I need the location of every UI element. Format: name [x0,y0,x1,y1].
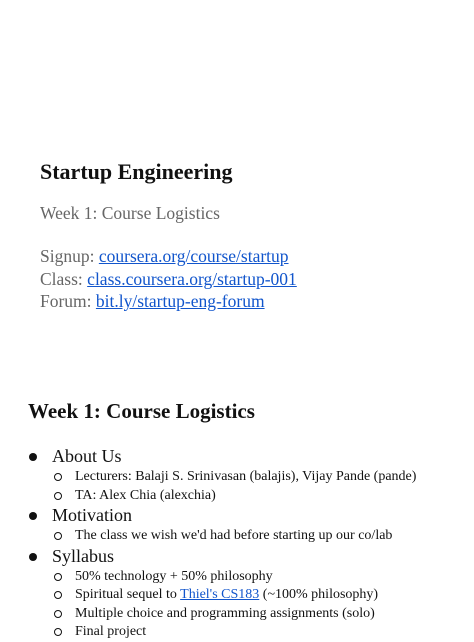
list-item-label: Syllabus [52,545,115,566]
sub-list [52,527,468,546]
class-label: Class: [40,268,83,289]
sub-item [52,568,468,587]
thiel-cs183-link[interactable]: Thiel's CS183 [180,587,260,602]
sub-item [52,527,468,546]
sub-item [52,487,468,506]
sub-item [52,623,468,642]
hollow-bullet-icon [54,628,62,636]
hollow-bullet-icon [54,473,62,481]
forum-label: Forum: [40,291,92,311]
sub-item-text: Final project [75,624,147,639]
forum-link[interactable]: bit.ly/startup-eng-forum [95,291,265,311]
signup-link[interactable]: coursera.org/course/startup [98,246,289,266]
spiritual-suffix: (~100% philosophy) [262,587,379,602]
hollow-bullet-icon [54,532,62,540]
sub-item-spiritual [52,586,468,605]
forum-line [40,290,297,313]
list-item-syllabus [28,545,468,642]
hollow-bullet-icon [54,591,62,599]
sub-item-text: 50% technology + 50% philosophy [75,568,273,584]
links-block [40,245,297,313]
sub-list [52,568,468,642]
sub-item [52,468,468,487]
list-item-label: Motivation [52,505,132,525]
sub-list [52,468,468,505]
hollow-bullet-icon [54,573,62,581]
signup-label: Signup: [40,246,95,266]
list-item-label: About Us [52,446,122,466]
document-title: Startup Engineering [40,159,233,184]
outline-list [28,445,468,641]
sub-item-text: Lecturers: Balaji S. Srinivasan (balajis), Vijay Pande (pande) [75,469,417,484]
class-link[interactable]: class.coursera.org/startup-001 [87,268,297,289]
class-line [40,268,297,291]
bullet-icon [29,553,37,561]
hollow-bullet-icon [54,492,62,500]
sub-item-text: Multiple choice and programming assignments (solo) [75,605,375,621]
spiritual-prefix: Spiritual sequel to [75,587,177,602]
list-item-motivation [28,504,468,546]
sub-item-text: TA: Alex Chia (alexchia) [75,487,216,503]
signup-line [40,245,297,268]
bullet-icon [29,453,37,461]
title-block [40,158,297,313]
sub-item-text: The class we wish we'd had before starting up our co/lab [75,528,393,543]
bullet-icon [29,512,37,520]
section-heading: Week 1: Course Logistics [28,399,255,423]
hollow-bullet-icon [54,610,62,618]
document-subtitle: Week 1: Course Logistics [40,203,220,223]
sub-item [52,605,468,624]
list-item-about-us [28,445,468,505]
